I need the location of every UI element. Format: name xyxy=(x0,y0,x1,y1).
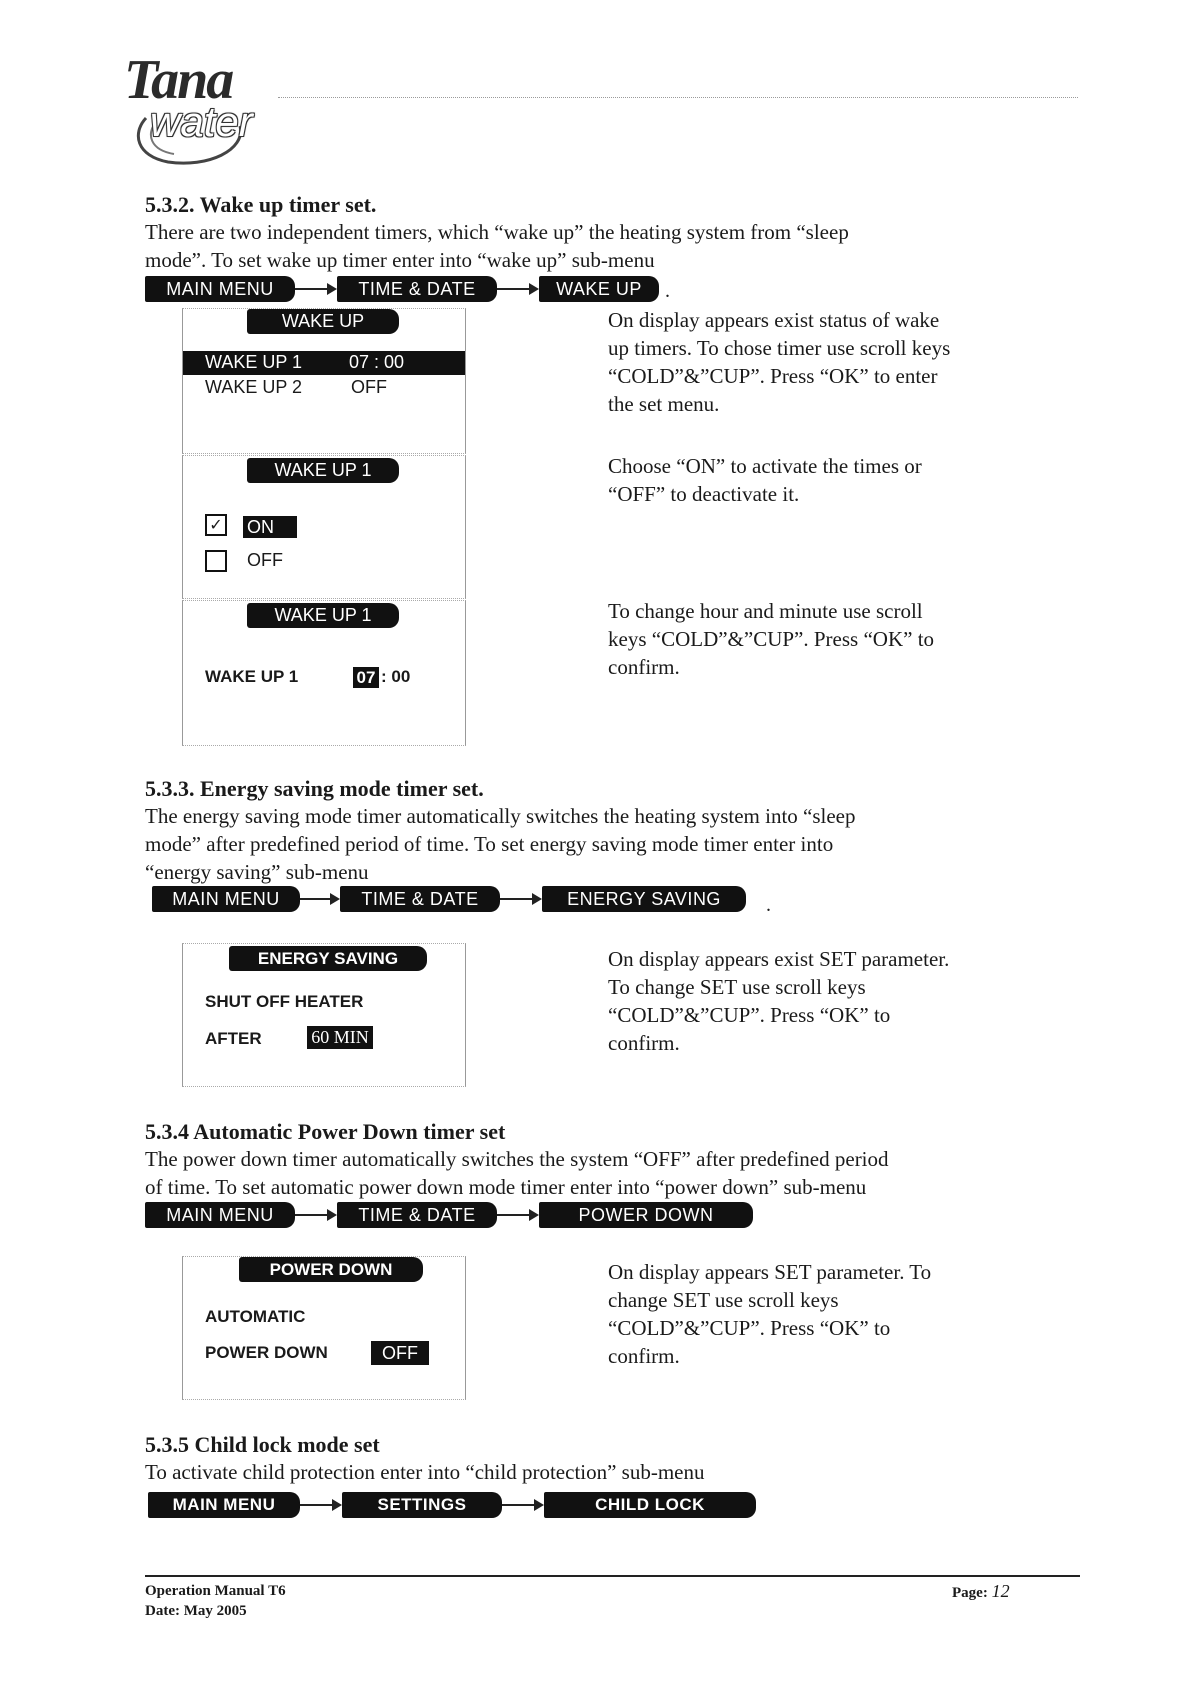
desc-energy-saving: On display appears exist SET parameter. To change SET use scroll keys “COLD”&”CUP”. Press “OK” to confirm. xyxy=(608,947,950,1055)
after-label: AFTER xyxy=(205,1029,262,1048)
header-divider xyxy=(278,97,1078,98)
section-533-body: The energy saving mode timer automatically switches the heating system into “sleep mode” after predefined period of time. To set energy saving mode timer enter into “energy saving” sub-menu xyxy=(145,804,856,884)
checkbox-checked-icon: ✓ xyxy=(205,514,227,536)
arrow-right-icon xyxy=(295,1214,335,1216)
section-534-heading: 5.3.4 Automatic Power Down timer set xyxy=(145,1119,506,1144)
hour-value: 07 xyxy=(353,667,379,688)
path-power-down: POWER DOWN xyxy=(539,1202,753,1228)
tana-water-logo xyxy=(118,48,288,168)
desc-wake-up-toggle: Choose “ON” to activate the times or “OFF” to deactivate it. xyxy=(608,454,922,506)
screen-title: ENERGY SAVING xyxy=(229,946,427,971)
footer-manual: Operation Manual T6 xyxy=(145,1583,286,1599)
screen-wake-up xyxy=(182,308,466,454)
screen-title: POWER DOWN xyxy=(239,1257,423,1282)
section-532-body-line2: mode”. To set wake up timer enter into “wake up” sub-menu xyxy=(145,248,655,272)
section-533-heading: 5.3.3. Energy saving mode timer set. xyxy=(145,776,484,801)
menu-path-child-lock xyxy=(148,1492,768,1518)
path-child-lock: CHILD LOCK xyxy=(544,1492,756,1518)
arrow-right-icon xyxy=(502,1504,542,1506)
footer-divider xyxy=(145,1575,1080,1577)
path-main-menu: MAIN MENU xyxy=(145,1202,295,1228)
arrow-right-icon xyxy=(300,1504,340,1506)
screen-title: WAKE UP xyxy=(247,309,399,334)
menu-path-wake-up: MAIN MENU TIME & DATE WAKE UP . xyxy=(145,276,705,302)
footer-date: Date: May 2005 xyxy=(145,1603,247,1619)
arrow-right-icon xyxy=(295,288,335,290)
path-main-menu: MAIN MENU xyxy=(145,276,295,302)
arrow-right-icon xyxy=(300,898,338,900)
screen-title: WAKE UP 1 xyxy=(247,458,399,483)
path-time-date: TIME & DATE xyxy=(337,276,497,302)
minute-value: : 00 xyxy=(381,667,411,686)
section-532-heading: 5.3.2. Wake up timer set. xyxy=(145,192,377,217)
checkbox-empty-icon xyxy=(205,550,227,572)
footer-page xyxy=(952,1581,1010,1602)
logo-tana-text: Tana xyxy=(124,49,233,111)
option-off: OFF xyxy=(247,550,283,570)
wake-up-2-label: WAKE UP 2 xyxy=(205,377,303,397)
desc-wake-up-time: To change hour and minute use scroll keys “COLD”&”CUP”. Press “OK” to confirm. xyxy=(608,599,935,679)
desc-power-down: On display appears SET parameter. To change SET use scroll keys “COLD”&”CUP”. Press “OK” to confirm. xyxy=(608,1260,932,1368)
path-wake-up: WAKE UP xyxy=(539,276,659,302)
wake-up-1-row: WAKE UP 1 07 : 00 xyxy=(183,351,465,375)
screen-energy-saving xyxy=(182,943,466,1087)
logo-water-text: water xyxy=(150,98,253,145)
path-time-date: TIME & DATE xyxy=(340,886,500,912)
desc-wake-up-status: On display appears exist status of wake up timers. To chose timer use scroll keys “COLD”&”CUP”. Press “OK” to enter the set menu. xyxy=(608,308,951,416)
arrow-right-icon xyxy=(497,1214,537,1216)
path-main-menu: MAIN MENU xyxy=(148,1492,300,1518)
energy-saving-value: 60 MIN xyxy=(307,1026,373,1049)
automatic-label: AUTOMATIC xyxy=(205,1307,306,1326)
arrow-right-icon xyxy=(497,288,537,290)
power-down-value: OFF xyxy=(371,1341,429,1365)
wake-up-1-label: WAKE UP 1 xyxy=(205,667,299,686)
path-settings: SETTINGS xyxy=(342,1492,502,1518)
page-label: Page: xyxy=(952,1585,988,1601)
path-time-date: TIME & DATE xyxy=(337,1202,497,1228)
shut-off-heater-label: SHUT OFF HEATER xyxy=(205,992,364,1011)
screen-title: WAKE UP 1 xyxy=(247,603,399,628)
page-number: 12 xyxy=(991,1581,1010,1601)
section-534-body: The power down timer automatically switches the system “OFF” after predefined period of time. To set automatic power down mode timer enter into “power down” sub-menu xyxy=(145,1147,889,1199)
menu-path-power-down xyxy=(145,1202,765,1228)
path-main-menu: MAIN MENU xyxy=(152,886,300,912)
section-532-body-line1: There are two independent timers, which “wake up” the heating system from “sleep xyxy=(145,220,849,244)
section-535-body: To activate child protection enter into “child protection” sub-menu xyxy=(145,1460,705,1484)
path-energy-saving: ENERGY SAVING xyxy=(542,886,746,912)
power-down-label: POWER DOWN xyxy=(205,1343,328,1362)
option-on: ON xyxy=(243,516,297,538)
wake-up-2-value: OFF xyxy=(351,377,387,397)
section-535-heading: 5.3.5 Child lock mode set xyxy=(145,1432,380,1457)
screen-wake-up-1-time xyxy=(182,600,466,746)
menu-path-energy-saving: MAIN MENU TIME & DATE ENERGY SAVING . xyxy=(152,886,792,912)
screen-power-down xyxy=(182,1256,466,1400)
arrow-right-icon xyxy=(500,898,540,900)
screen-wake-up-1-toggle xyxy=(182,455,466,599)
